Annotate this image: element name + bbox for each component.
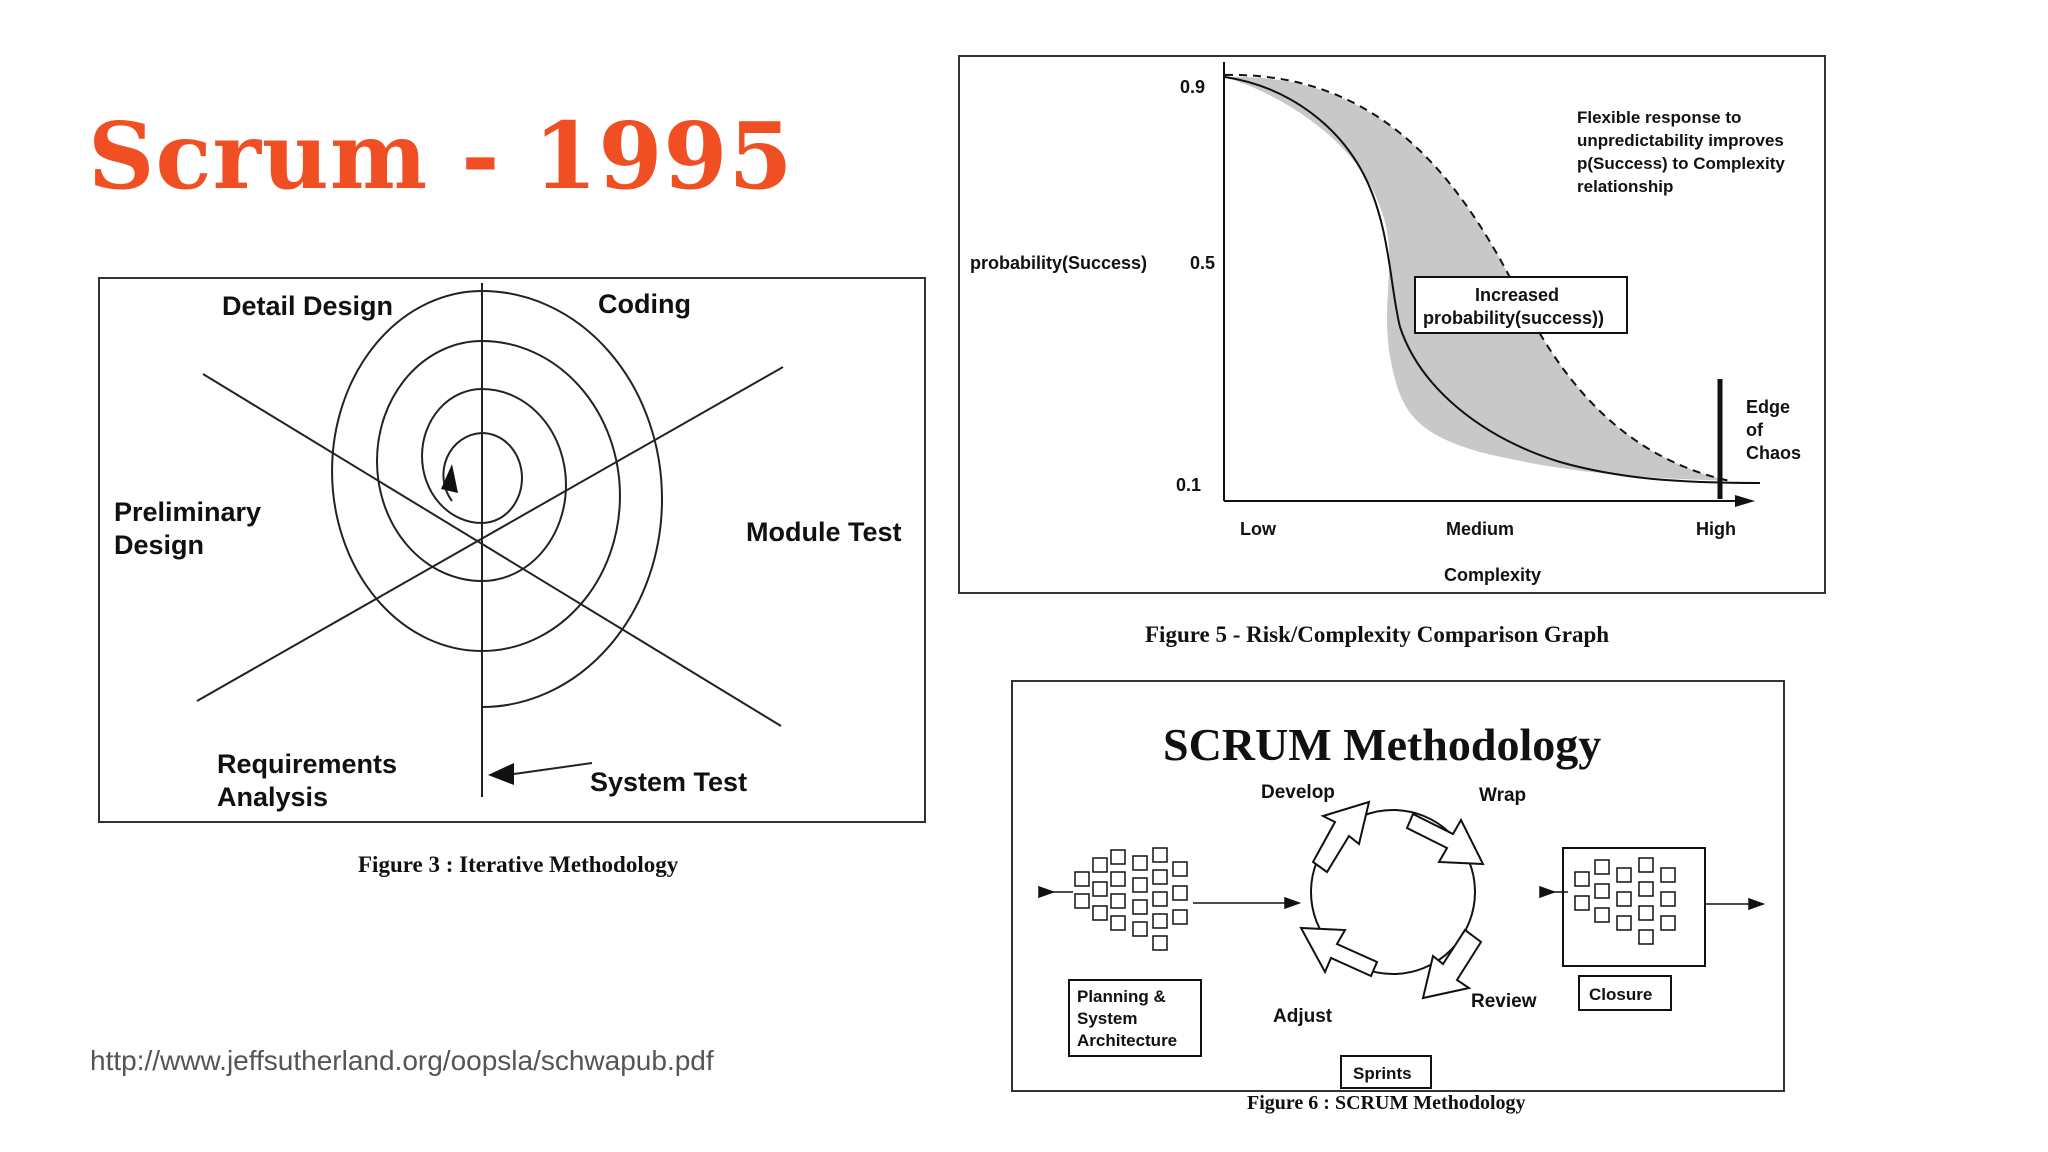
closure-network-icon — [1540, 858, 1763, 944]
arrow-wrap — [1407, 814, 1483, 864]
label-preliminary-line2: Design — [114, 530, 205, 560]
cycle-arrows — [1301, 802, 1483, 998]
annotation-line-3: p(Success) to Complexity — [1577, 154, 1785, 173]
edge-line-2: of — [1746, 420, 1763, 440]
label-module-test: Module Test — [746, 517, 902, 547]
system-test-arrow — [488, 763, 514, 785]
label-detail-design: Detail Design — [222, 291, 394, 321]
x-axis-label: Complexity — [1444, 565, 1542, 585]
label-preliminary-line1: Preliminary — [114, 497, 262, 527]
x-tick-low: Low — [1240, 519, 1276, 539]
label-requirements-line1: Requirements — [217, 749, 398, 779]
figure5-caption: Figure 5 - Risk/Complexity Comparison Graph — [1145, 622, 1610, 647]
box-line-2: probability(success)) — [1423, 308, 1605, 328]
iterative-spiral-diagram — [100, 279, 924, 821]
arrow-develop — [1313, 802, 1369, 872]
slide-title: Scrum - 1995 — [88, 102, 794, 210]
y-axis-label: probability(Success) — [970, 253, 1148, 273]
scrum-methodology-diagram — [1013, 682, 1783, 1090]
label-wrap: Wrap — [1479, 785, 1527, 806]
label-develop: Develop — [1261, 782, 1335, 803]
risk-complexity-graph — [960, 57, 1824, 592]
figure3-panel — [98, 277, 926, 823]
annotation-line-2: unpredictability improves — [1577, 131, 1784, 150]
x-axis-arrowhead — [1735, 495, 1755, 507]
figure6-title: SCRUM Methodology — [1163, 719, 1602, 770]
system-test-arrow-line — [514, 763, 592, 774]
label-coding: Coding — [598, 289, 691, 319]
planning-line-2: System — [1077, 1009, 1138, 1028]
arrow-review — [1423, 930, 1481, 998]
figure5-panel — [958, 55, 1826, 594]
planning-network-icon — [1039, 848, 1299, 950]
spiral — [304, 291, 662, 707]
figure6-caption: Figure 6 : SCRUM Methodology — [1247, 1092, 1526, 1114]
label-requirements-line2: Analysis — [217, 782, 329, 812]
planning-line-3: Architecture — [1077, 1031, 1178, 1050]
annotation-line-1: Flexible response to — [1577, 108, 1742, 127]
box-line-1: Increased — [1475, 285, 1560, 305]
label-system-test: System Test — [590, 767, 748, 797]
label-review: Review — [1471, 991, 1537, 1012]
x-tick-high: High — [1696, 519, 1736, 539]
x-tick-medium: Medium — [1446, 519, 1515, 539]
edge-line-3: Chaos — [1746, 443, 1802, 463]
label-adjust: Adjust — [1273, 1006, 1333, 1027]
annotation-line-4: relationship — [1577, 177, 1674, 196]
figure3-caption: Figure 3 : Iterative Methodology — [358, 852, 679, 877]
figure6-panel — [1011, 680, 1785, 1092]
y-tick-0.5: 0.5 — [1190, 253, 1216, 273]
label-sprints: Sprints — [1353, 1064, 1412, 1083]
y-tick-0.9: 0.9 — [1180, 77, 1206, 97]
y-tick-0.1: 0.1 — [1176, 475, 1202, 495]
diagonal-line-1 — [203, 374, 781, 726]
planning-line-1: Planning & — [1077, 987, 1166, 1006]
label-closure: Closure — [1589, 985, 1653, 1004]
arrow-adjust — [1301, 928, 1377, 976]
edge-line-1: Edge — [1746, 397, 1791, 417]
source-url: http://www.jeffsutherland.org/oopsla/schwapub.pdf — [90, 1045, 714, 1076]
